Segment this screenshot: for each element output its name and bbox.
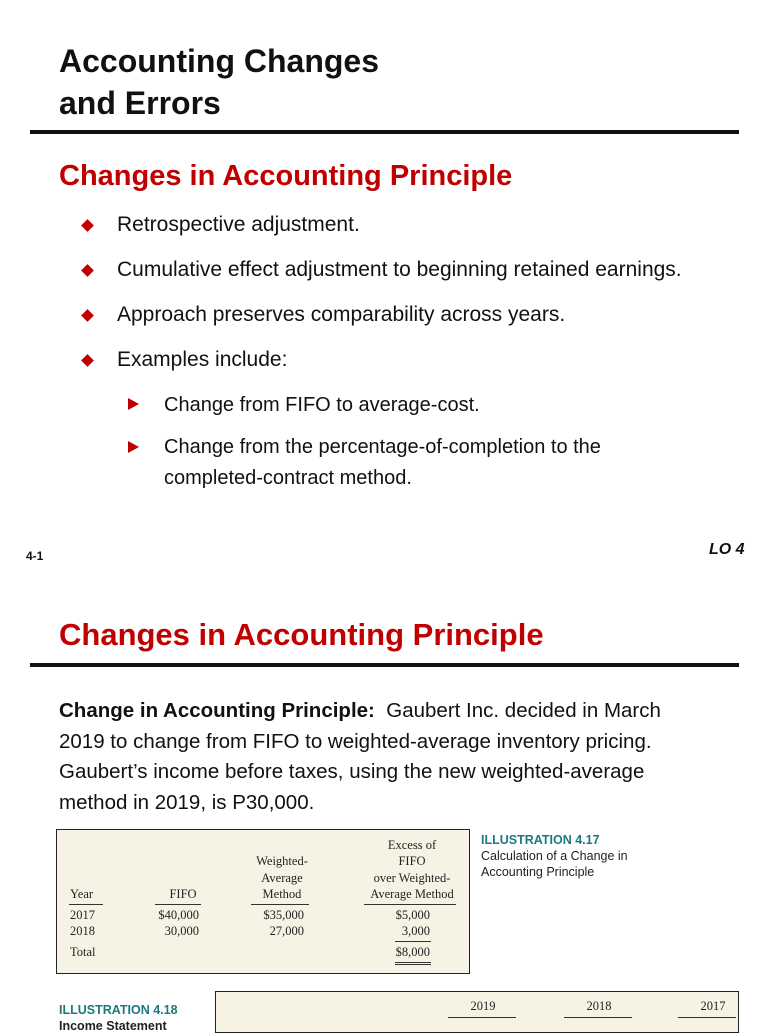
illustration-418-table [215, 991, 739, 1033]
diamond-bullet-icon [81, 354, 94, 367]
diamond-bullet-icon [81, 219, 94, 232]
year-header: 2017 [700, 999, 726, 1013]
row-excess: 3,000 [401, 924, 430, 938]
header-excess-1: Excess of [387, 838, 437, 852]
triangle-bullet-icon [128, 398, 139, 410]
para-line: Gaubert’s income before taxes, using the new weighted-average [59, 760, 645, 783]
year-underline [678, 1017, 736, 1018]
sub-bullet-text: Change from the percentage-of-completion to the [164, 436, 601, 458]
total-label: Total [70, 945, 96, 959]
slide2-title: Changes in Accounting Principle [59, 617, 544, 652]
row-fifo: 30,000 [164, 924, 199, 938]
illustration-417-table [56, 829, 470, 974]
row-year: 2017 [70, 908, 95, 922]
row-excess: $5,000 [395, 908, 430, 922]
title-divider [30, 663, 739, 667]
total-value: $8,000 [395, 945, 430, 959]
header-excess-3: over Weighted- [373, 871, 451, 885]
diamond-bullet-icon [81, 309, 94, 322]
illustration-417-desc-line: Accounting Principle [481, 865, 595, 879]
total-overline [395, 941, 431, 942]
header-wa-3: Method [262, 887, 302, 901]
header-wa-2: Average [261, 871, 303, 885]
header-excess-2: FIFO [398, 854, 426, 868]
header-underline [155, 904, 201, 905]
total-double-underline [395, 962, 431, 963]
slide1-subtitle: Changes in Accounting Principle [59, 160, 513, 192]
problem-paragraph [59, 696, 729, 818]
learning-objective: LO 4 [709, 541, 745, 558]
row-wa: $35,000 [263, 908, 304, 922]
bullet-text: Retrospective adjustment. [117, 213, 360, 236]
para-bold-lead: Change in Accounting Principle: [59, 699, 375, 722]
sub-bullet-text-continued: completed-contract method. [164, 467, 412, 489]
para-line: method in 2019, is P30,000. [59, 790, 315, 814]
sub-bullet-text: Change from FIFO to average-cost. [164, 394, 480, 416]
illustration-417-desc-line: Calculation of a Change in [481, 849, 628, 863]
slide1-title [59, 40, 379, 124]
header-year: Year [70, 887, 94, 901]
total-double-underline [395, 964, 431, 965]
illustration-417-label: ILLUSTRATION 4.17 [481, 833, 600, 847]
year-underline [448, 1017, 516, 1018]
header-fifo: FIFO [169, 887, 197, 901]
triangle-bullet-icon [128, 441, 139, 453]
header-excess-4: Average Method [370, 887, 454, 901]
header-underline [251, 904, 309, 905]
row-wa: 27,000 [269, 924, 304, 938]
slide1-title-line2: and Errors [59, 85, 221, 121]
illustration-418-label: ILLUSTRATION 4.18 [59, 1003, 178, 1017]
diamond-bullet-icon [81, 264, 94, 277]
para-line: Gaubert Inc. decided in March [386, 699, 661, 722]
year-header: 2019 [470, 999, 496, 1013]
slide1-title-line1: Accounting Changes [59, 43, 380, 79]
row-year: 2018 [70, 924, 95, 938]
row-fifo: $40,000 [158, 908, 199, 922]
bullet-text: Approach preserves comparability across years. [117, 303, 566, 326]
para-line: 2019 to change from FIFO to weighted-average inventory pricing. [59, 729, 652, 753]
year-header: 2018 [586, 999, 612, 1013]
header-underline [69, 904, 103, 905]
header-wa-1: Weighted- [256, 854, 308, 868]
bullet-text: Cumulative effect adjustment to beginning retained earnings. [117, 258, 682, 281]
slide-number: 4-1 [26, 549, 44, 563]
header-underline [364, 904, 456, 905]
illustration-417-description [481, 848, 628, 880]
bullet-text: Examples include: [117, 348, 288, 371]
year-underline [564, 1017, 632, 1018]
illustration-418-description: Income Statement [59, 1019, 167, 1033]
title-divider [30, 130, 739, 134]
